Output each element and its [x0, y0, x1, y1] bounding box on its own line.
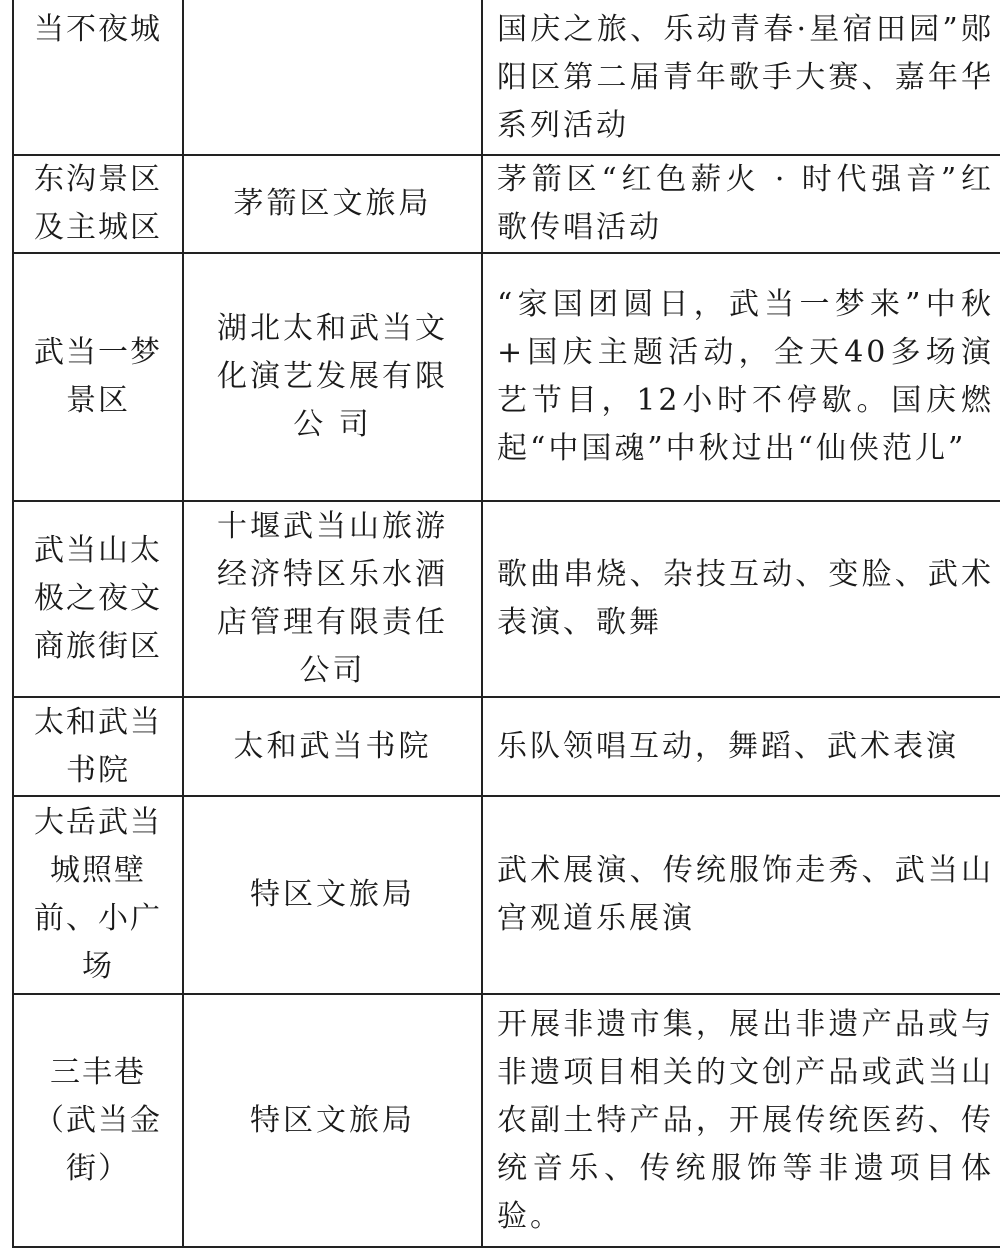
- activity-cell: 开展非遗市集，展出非遗产品或与非遗项目相关的文创产品或武当山农副土特产品，开展传统医药、传统音乐、传统服饰等非遗项目体验。: [482, 994, 1000, 1247]
- table-row: [13, 501, 1000, 697]
- organizer-cell: 十堰武当山旅游经济特区乐水酒店管理有限责任公司: [183, 501, 482, 697]
- venue-cell: 太和武当 书院: [13, 697, 183, 796]
- activity-cell: 国庆之旅、乐动青春·星宿田园”郧阳区第二届青年歌手大赛、嘉年华系列活动: [482, 0, 1000, 155]
- venue-cell: 大岳武当 城照壁 前、小广 场: [13, 796, 183, 994]
- venue-cell: 三丰巷 （武当金 街）: [13, 994, 183, 1247]
- organizer-cell: 太和武当书院: [183, 697, 482, 796]
- organizer-cell: 特区文旅局: [183, 796, 482, 994]
- venue-cell: 武当山太 极之夜文 商旅街区: [13, 501, 183, 697]
- venue-cell: 武当一梦 景区: [13, 253, 183, 501]
- activity-cell: 乐队领唱互动，舞蹈、武术表演: [482, 697, 1000, 796]
- table-row: [13, 253, 1000, 501]
- events-table: [12, 0, 1000, 1248]
- organizer-cell: 茅箭区文旅局: [183, 155, 482, 253]
- table-row: [13, 155, 1000, 253]
- table-row: [13, 0, 1000, 155]
- table-row: [13, 697, 1000, 796]
- activity-cell: 歌曲串烧、杂技互动、变脸、武术表演、歌舞: [482, 501, 1000, 697]
- table-row: [13, 796, 1000, 994]
- organizer-cell: [183, 0, 482, 155]
- activity-cell: 武术展演、传统服饰走秀、武当山宫观道乐展演: [482, 796, 1000, 994]
- table-row: [13, 994, 1000, 1247]
- activity-cell: 茅箭区“红色薪火 · 时代强音”红歌传唱活动: [482, 155, 1000, 253]
- organizer-cell: 特区文旅局: [183, 994, 482, 1247]
- organizer-cell: 湖北太和武当文化演艺发展有限公 司: [183, 253, 482, 501]
- activity-cell: “家国团圆日，武当一梦来”中秋+国庆主题活动，全天40多场演艺节目，12小时不停歇。国庆燃起“中国魂”中秋过出“仙侠范儿”: [482, 253, 1000, 501]
- venue-cell: 当不夜城: [13, 0, 183, 155]
- venue-cell: 东沟景区 及主城区: [13, 155, 183, 253]
